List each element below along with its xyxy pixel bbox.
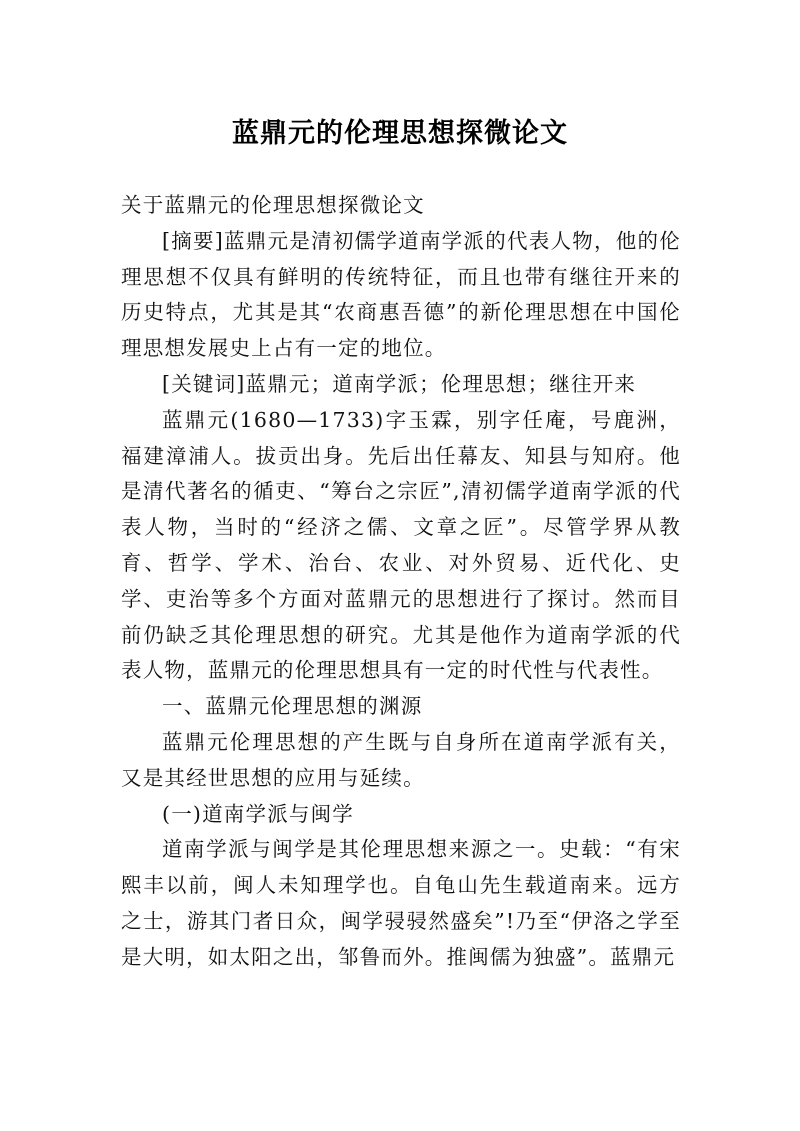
document-title: 蓝鼎元的伦理思想探微论文: [232, 118, 568, 150]
paragraph-daonan: 道南学派与闽学是其伦理思想来源之一。史载：“有宋熙丰以前，闽人未知理学也。自龟山先生载道南来。远方之士，游其门者日众，闽学骎骎然盛矣”!乃至“伊洛之学至是大明，如太阳之出，邹鲁而外。推闽儒为独盛”。蓝鼎元: [121, 837, 681, 969]
paragraph-biography: 蓝鼎元(1680—1733)字玉霖，别字任庵，号鹿洲，福建漳浦人。拔贡出身。先后出任幕友、知县与知府。他是清代著名的循吏、“筹台之宗匠”,清初儒学道南学派的代表人物，当时的“经济之儒、文章之匠”。尽管学界从教育、哲学、学术、治台、农业、对外贸易、近代化、史学、吏治等多个方面对蓝鼎元的思想进行了探讨。然而目前仍缺乏其伦理思想的研究。尤其是他作为道南学派的代表人物，蓝鼎元的伦理思想具有一定的时代性与代表性。: [121, 407, 681, 683]
subsection-heading-daonan: (一)道南学派与闽学: [162, 801, 354, 826]
document-body: [121, 188, 681, 976]
paragraph-keywords: [关键词]蓝鼎元；道南学派；伦理思想；继往开来: [162, 371, 637, 396]
paragraph-origins-intro: 蓝鼎元伦理思想的产生既与自身所在道南学派有关，又是其经世思想的应用与延续。: [121, 729, 681, 790]
section-heading-origins: 一、蓝鼎元伦理思想的渊源: [162, 694, 423, 719]
paragraph-abstract: [摘要]蓝鼎元是清初儒学道南学派的代表人物，他的伦理思想不仅具有鲜明的传统特征，而且也带有继往开来的历史特点，尤其是其“农商惠吾德”的新伦理思想在中国伦理思想发展史上占有一定的地位。: [121, 228, 681, 361]
paragraph-heading-line: 关于蓝鼎元的伦理思想探微论文: [121, 193, 425, 217]
